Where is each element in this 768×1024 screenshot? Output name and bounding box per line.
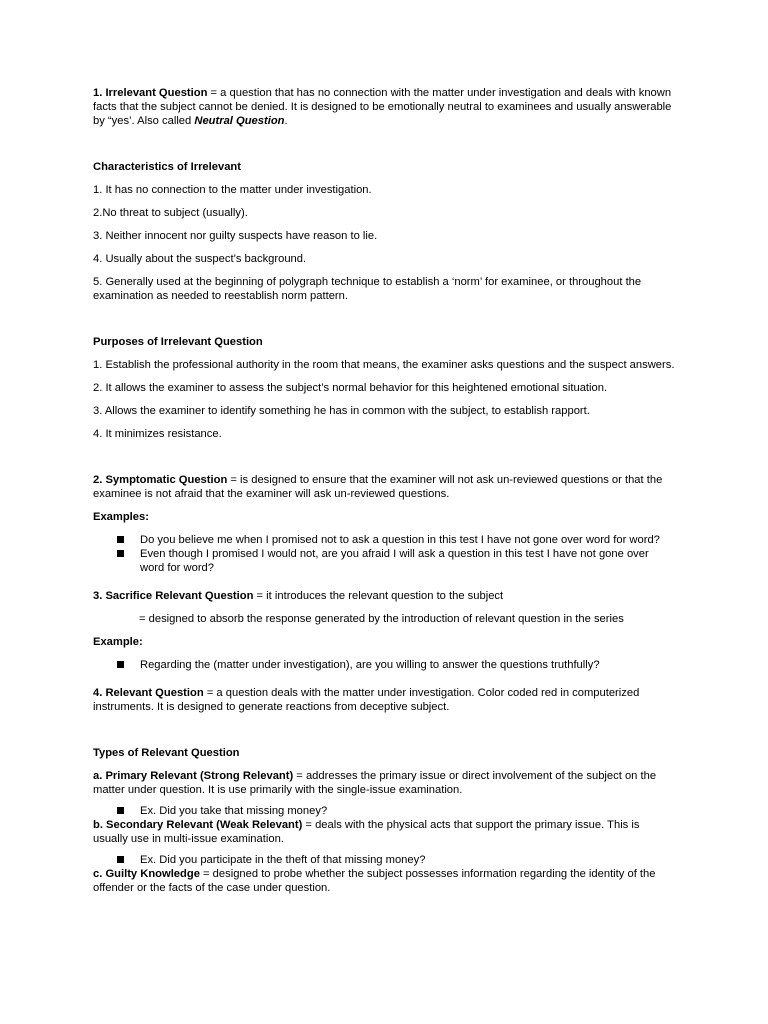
- example-text: Even though I promised I would not, are you afraid I will ask a question in this test I have not gone over word for word?: [140, 548, 649, 574]
- example-label: Example:: [93, 636, 143, 648]
- square-bullet-icon: [117, 550, 124, 557]
- characteristics-heading: Characteristics of Irrelevant: [93, 161, 241, 173]
- relevant-question-definition: [93, 686, 675, 714]
- sacrifice-examples-list: [93, 658, 675, 672]
- square-bullet-icon: [117, 807, 124, 814]
- term-primary-relevant: a. Primary Relevant (Strong Relevant): [93, 770, 294, 782]
- definition-text: = deals with the physical acts that support the primary issue. This is usually use in multi-issue examination.: [93, 819, 640, 845]
- example-text: Regarding the (matter under investigation), are you willing to answer the questions truthfully?: [140, 659, 600, 671]
- example-text: Ex. Did you take that missing money?: [140, 805, 328, 817]
- term-neutral-question: Neutral Question: [194, 115, 285, 127]
- list-item: [93, 547, 675, 575]
- definition-text: = a question deals with the matter under investigation. Color coded red in computerized instruments. It is designed to generate reactions from deceptive subject.: [93, 687, 640, 713]
- purpose-item: 3. Allows the examiner to identify something he has in common with the subject, to establish rapport.: [93, 405, 590, 417]
- characteristic-item: 2.No threat to subject (usually).: [93, 207, 248, 219]
- characteristic-item: 4. Usually about the suspect’s background.: [93, 253, 307, 265]
- characteristic-item: 5. Generally used at the beginning of polygraph technique to establish a ‘norm’ for examinee, or throughout the examination as needed to reestablish norm pattern.: [93, 276, 642, 302]
- irrelevant-question-definition: [93, 86, 675, 128]
- section-number: 1.: [93, 87, 106, 99]
- purpose-item: 1. Establish the professional authority in the room that means, the examiner asks questions and the suspect answers.: [93, 359, 675, 371]
- list-item: [93, 853, 675, 867]
- secondary-relevant-example-list: [93, 853, 675, 867]
- purpose-item: 2. It allows the examiner to assess the subject’s normal behavior for this heightened emotional situation.: [93, 382, 608, 394]
- term-guilty-knowledge: c. Guilty Knowledge: [93, 868, 200, 880]
- sacrifice-relevant-definition-2: = designed to absorb the response generated by the introduction of relevant question in the series: [139, 613, 624, 625]
- examples-label: Examples:: [93, 511, 149, 523]
- purpose-item: 4. It minimizes resistance.: [93, 428, 222, 440]
- definition-text: = it introduces the relevant question to the subject: [253, 590, 504, 602]
- term-relevant-question: 4. Relevant Question: [93, 687, 204, 699]
- square-bullet-icon: [117, 536, 124, 543]
- characteristic-item: 1. It has no connection to the matter under investigation.: [93, 184, 372, 196]
- sacrifice-relevant-definition: [93, 589, 675, 603]
- purposes-heading: Purposes of Irrelevant Question: [93, 336, 263, 348]
- guilty-knowledge-definition: [93, 867, 675, 895]
- symptomatic-examples-list: [93, 533, 675, 575]
- symptomatic-question-definition: [93, 473, 675, 501]
- definition-end: .: [284, 115, 288, 127]
- term-sacrifice-relevant-question: 3. Sacrifice Relevant Question: [93, 590, 254, 602]
- types-heading: Types of Relevant Question: [93, 747, 240, 759]
- definition-text: = a question that has no connection with the matter under investigation and deals with known facts that the subject cannot be denied. It is designed to be emotionally neutral to examinees and usually answerable by “yes’. Also called: [93, 87, 672, 127]
- list-item: [93, 658, 675, 672]
- secondary-relevant-definition: [93, 818, 675, 846]
- definition-text: = addresses the primary issue or direct involvement of the subject on the matter under question. It is use primarily with the single-issue examination.: [93, 770, 657, 796]
- primary-relevant-example-list: [93, 804, 675, 818]
- square-bullet-icon: [117, 856, 124, 863]
- term-irrelevant-question: Irrelevant Question: [105, 87, 208, 99]
- list-item: [93, 804, 675, 818]
- term-symptomatic-question: 2. Symptomatic Question: [93, 474, 228, 486]
- list-item: [93, 533, 675, 547]
- square-bullet-icon: [117, 661, 124, 668]
- definition-text: = is designed to ensure that the examiner will not ask un-reviewed questions or that the examinee is not afraid that the examiner will ask un-reviewed questions.: [93, 474, 663, 500]
- example-text: Do you believe me when I promised not to ask a question in this test I have not gone over word for word?: [140, 534, 660, 546]
- example-text: Ex. Did you participate in the theft of that missing money?: [140, 854, 426, 866]
- definition-text: = designed to probe whether the subject possesses information regarding the identity of the offender or the facts of the case under question.: [93, 868, 656, 894]
- characteristic-item: 3. Neither innocent nor guilty suspects have reason to lie.: [93, 230, 378, 242]
- primary-relevant-definition: [93, 769, 675, 797]
- term-secondary-relevant: b. Secondary Relevant (Weak Relevant): [93, 819, 303, 831]
- document-body: [93, 86, 675, 895]
